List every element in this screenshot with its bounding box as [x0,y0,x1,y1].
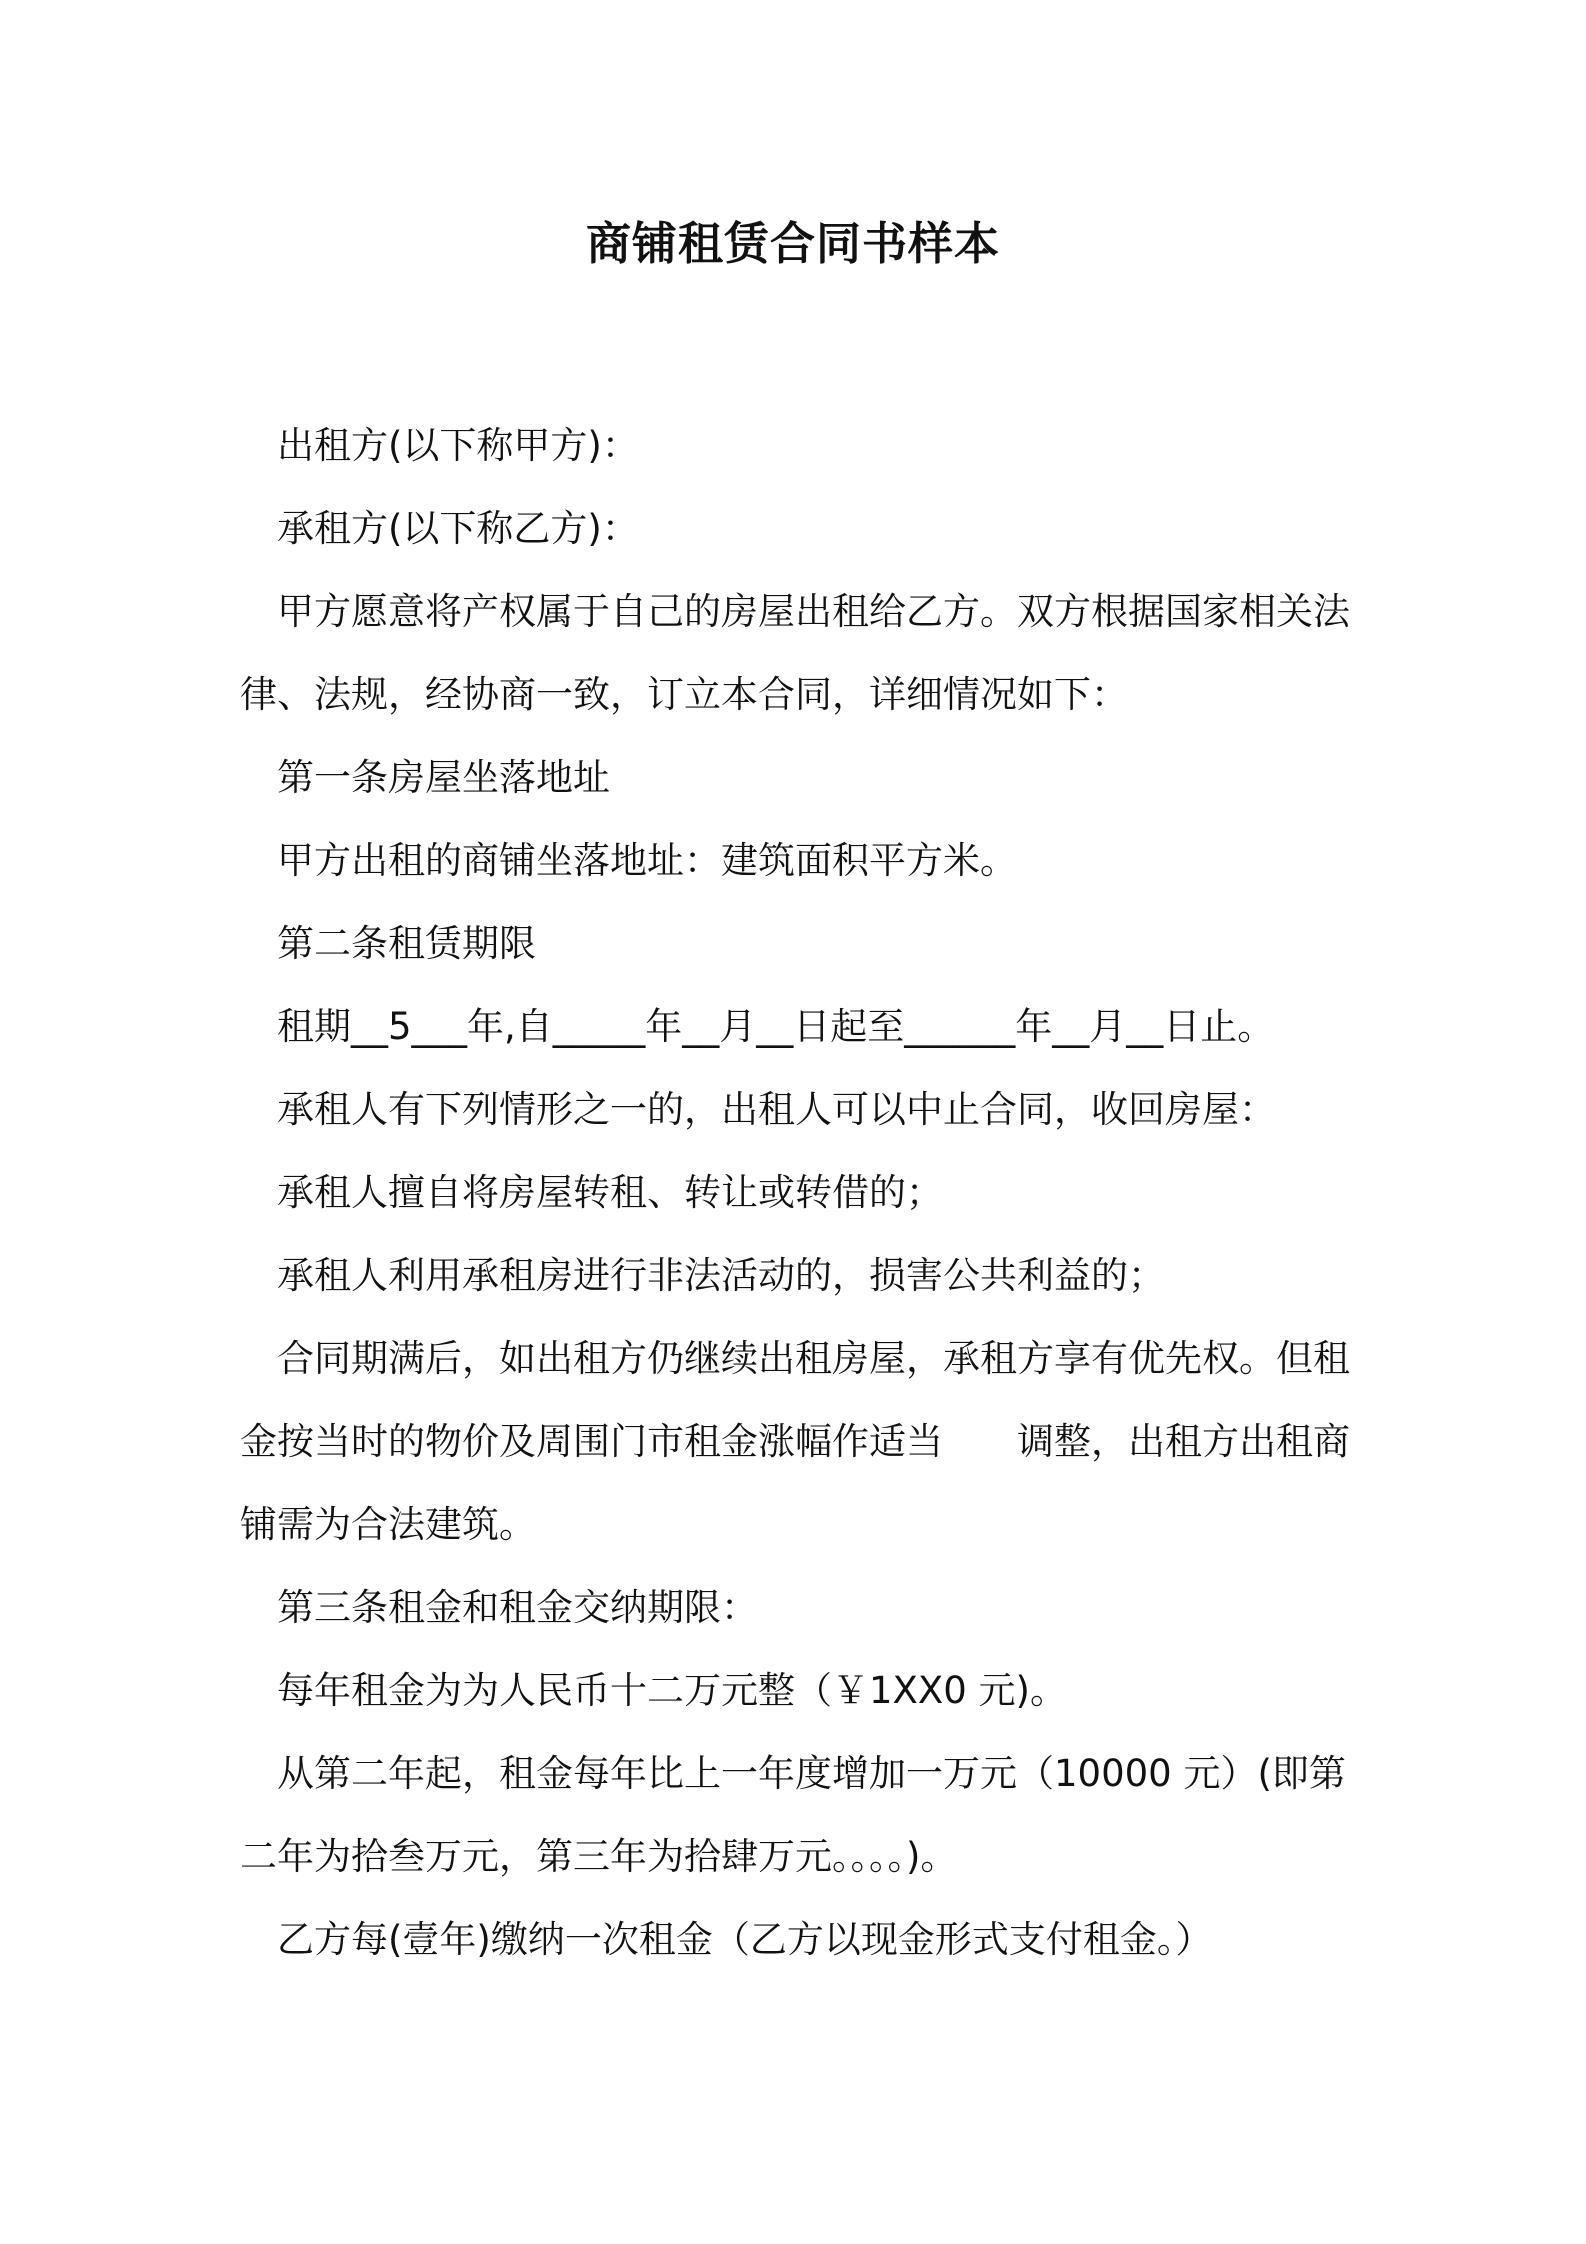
article-3-heading: 第三条租金和租金交纳期限： [277,1586,758,1629]
renewal-paragraph [240,1317,1360,1566]
document-body [240,404,1360,1981]
illegal-use-clause: 承租人利用承租房进行非法活动的，损害公共利益的； [277,1254,1165,1297]
termination-conditions-line: 承租人有下列情形之一的，出租人可以中止合同，收回房屋： [277,1088,1276,1131]
document-title: 商铺租赁合同书样本 [585,217,1000,270]
article-2-heading: 第二条租赁期限 [277,922,536,965]
renewal-text-part-1: 合同期满后，如出租方仍继续出租房屋，承租方享有优先权。但租金按当时的物价及周围门市租金涨幅作适当 [240,1337,1350,1463]
annual-rent-line: 每年租金为为人民币十二万元整（￥1XX0 元)。 [277,1669,1067,1712]
payment-frequency-line: 乙方每(壹年)缴纳一次租金（乙方以现金形式支付租金。） [277,1918,1213,1961]
sublet-clause: 承租人擅自将房屋转租、转让或转借的； [277,1171,943,1214]
intro-paragraph: 甲方愿意将产权属于自己的房屋出租给乙方。双方根据国家相关法律、法规，经协商一致，订立本合同，详细情况如下： [240,590,1350,716]
rent-increase-paragraph: 从第二年起，租金每年比上一年度增加一万元（10000 元）(即第二年为拾叁万元，第三年为拾肆万元。。。。)。 [240,1752,1346,1878]
lessee-line: 承租方(以下称乙方)： [277,507,639,550]
shop-address-line: 甲方出租的商铺坐落地址：建筑面积平方米。 [277,839,1017,882]
lease-term-line: 租期__5___年,自_____年__月__日起至______年__月__日止。 [277,1005,1275,1048]
article-1-heading: 第一条房屋坐落地址 [277,756,610,799]
lessor-line: 出租方(以下称甲方)： [277,424,639,467]
renewal-text-part-2: 调整，出租方出租商铺需为合法建筑。 [240,1420,1350,1546]
